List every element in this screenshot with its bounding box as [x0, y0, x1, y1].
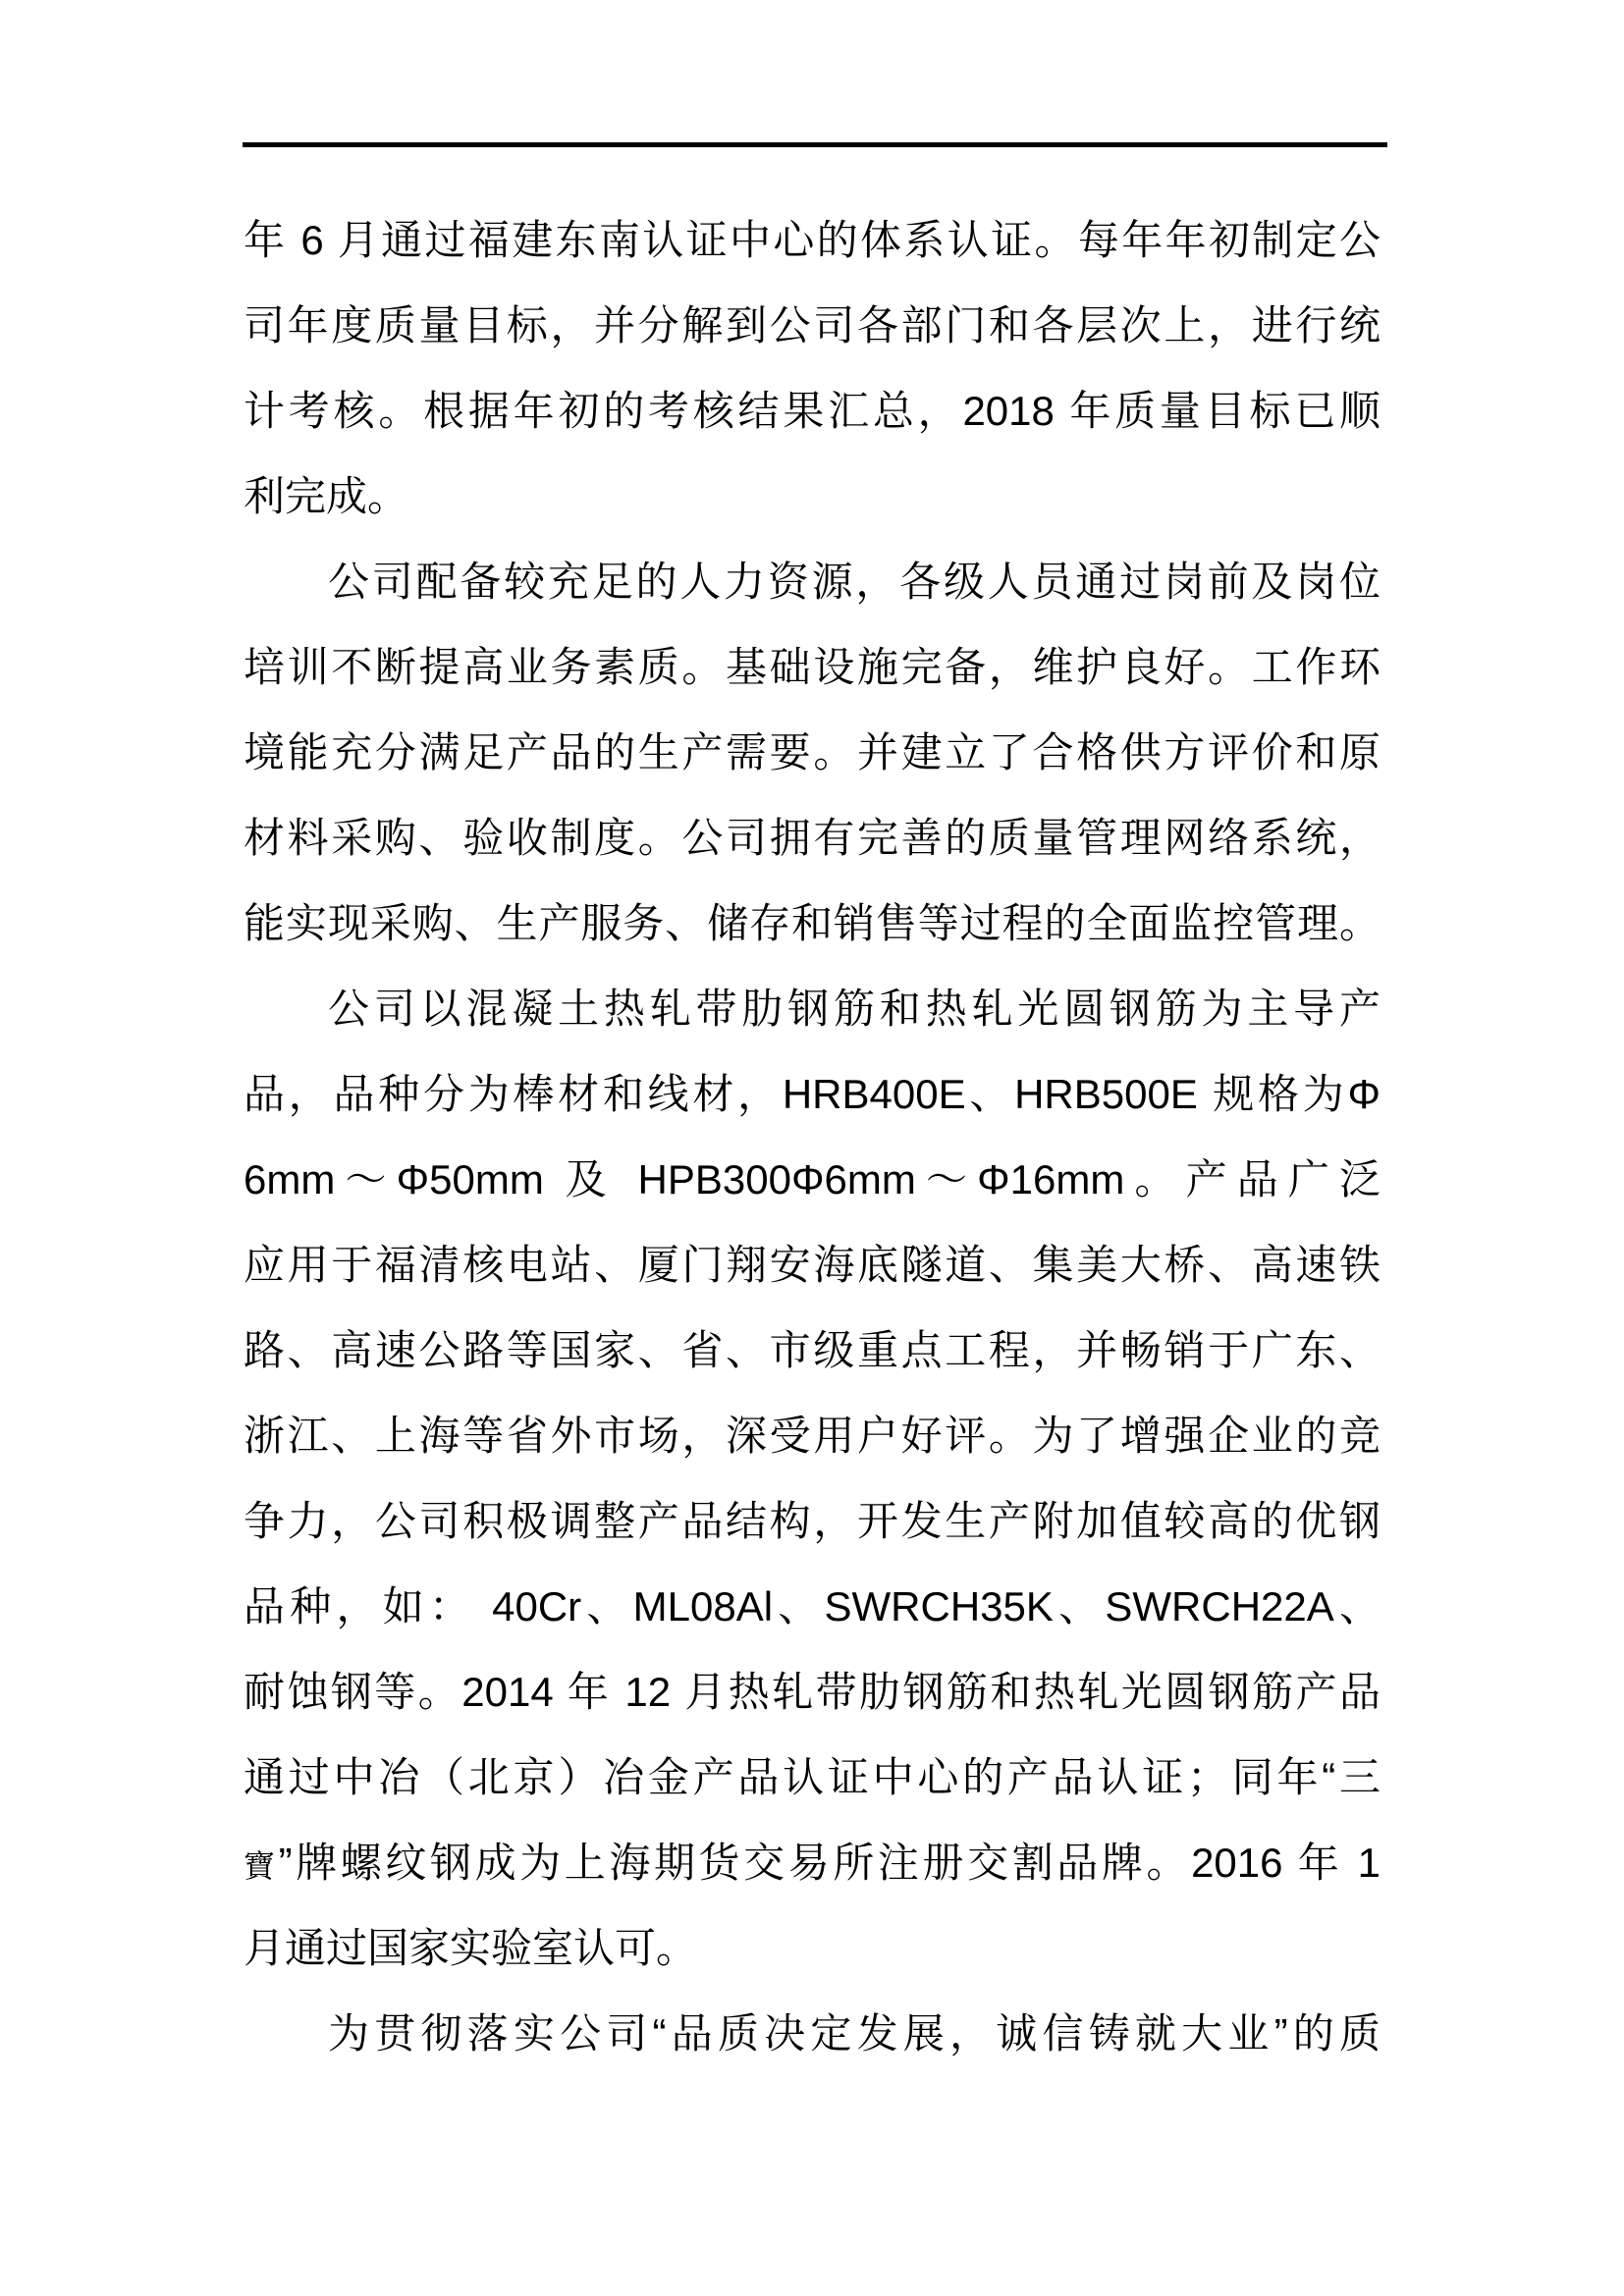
- text-line: 计考核。根据年初的考核结果汇总，2018 年质量目标已顺: [244, 388, 1380, 434]
- text-line: 月通过国家实验室认可。: [244, 1925, 698, 1971]
- document-body: [244, 197, 1380, 2076]
- text-line: 境能充分满足产品的生产需要。并建立了合格供方评价和原: [244, 729, 1380, 775]
- text-line: 浙江、上海等省外市场，深受用户好评。为了增强企业的竞: [244, 1413, 1380, 1459]
- text-line: 材料采购、验收制度。公司拥有完善的质量管理网络系统，: [244, 815, 1380, 861]
- text-line: [244, 1820, 1380, 1905]
- text-line: 能实现采购、生产服务、储存和销售等过程的全面监控管理。: [244, 900, 1380, 946]
- brand-character-bao: 寶: [244, 1848, 279, 1884]
- text-line: 培训不断提高业务素质。基础设施完备，维护良好。工作环: [244, 644, 1380, 690]
- text-line: 年 6 月通过福建东南认证中心的体系认证。每年年初制定公: [244, 217, 1380, 263]
- text-line: 路、高速公路等国家、省、市级重点工程，并畅销于广东、: [244, 1327, 1380, 1373]
- text-line: 通过中冶（北京）冶金产品认证中心的产品认证；同年“三: [244, 1754, 1380, 1800]
- text-line: 司年度质量目标，并分解到公司各部门和各层次上，进行统: [244, 302, 1380, 348]
- text-line: 品种，如： 40Cr、ML08Al、SWRCH35K、SWRCH22A、: [244, 1583, 1380, 1629]
- text-line: 6mm～Φ50mm 及 HPB300Φ6mm～Φ16mm。产品广泛: [244, 1156, 1380, 1202]
- text-line: 争力，公司积极调整产品结构，开发生产附加值较高的优钢: [244, 1498, 1380, 1544]
- text-line: 耐蚀钢等。2014 年 12 月热轧带肋钢筋和热轧光圆钢筋产品: [244, 1669, 1380, 1715]
- header-rule-divider: [243, 142, 1387, 147]
- text-line-continuation: ”牌螺纹钢成为上海期货交易所注册交割品牌。2016 年 1: [278, 1840, 1380, 1886]
- text-line: 公司以混凝土热轧带肋钢筋和热轧光圆钢筋为主导产: [328, 986, 1380, 1032]
- text-line: 公司配备较充足的人力资源，各级人员通过岗前及岗位: [328, 559, 1380, 605]
- text-line: 应用于福清核电站、厦门翔安海底隧道、集美大桥、高速铁: [244, 1242, 1380, 1288]
- text-line: 品，品种分为棒材和线材，HRB400E、HRB500E 规格为Φ: [244, 1071, 1380, 1117]
- text-line: 为贯彻落实公司“品质决定发展，诚信铸就大业”的质: [328, 2010, 1380, 2056]
- text-line: 利完成。: [244, 473, 409, 519]
